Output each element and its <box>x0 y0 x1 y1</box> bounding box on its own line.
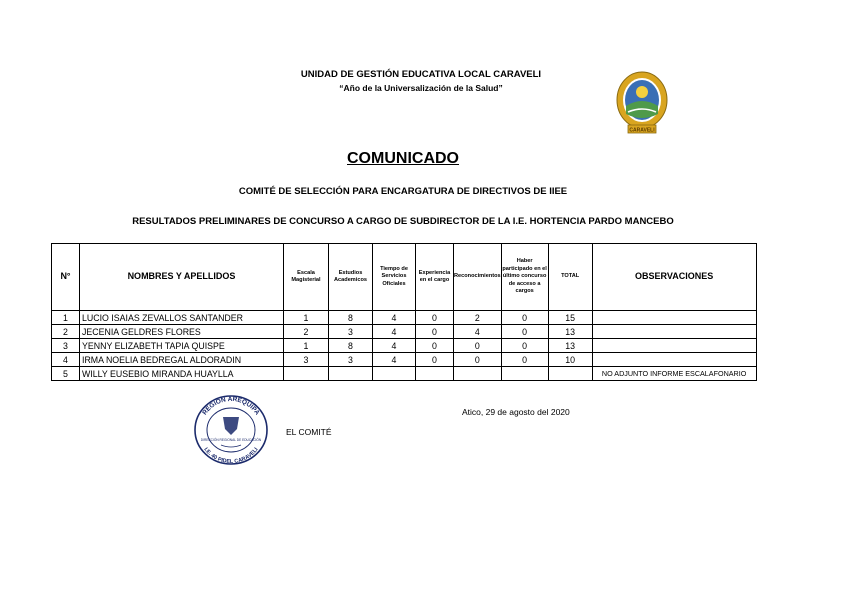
date-line: Atico, 29 de agosto del 2020 <box>462 407 570 417</box>
cell-observaciones <box>592 325 756 339</box>
cell-tiempo <box>373 367 416 381</box>
cell-estudios: 8 <box>329 339 373 353</box>
cell-observaciones <box>592 353 756 367</box>
col-header-num: N° <box>52 244 80 311</box>
cell-haber: 0 <box>501 353 548 367</box>
cell-num: 1 <box>52 311 80 325</box>
col-header-reconocimientos: Reconocimientos <box>454 244 502 311</box>
cell-haber: 0 <box>501 325 548 339</box>
cell-experiencia: 0 <box>416 353 454 367</box>
col-header-tiempo: Tiempo de Servicios Oficiales <box>373 244 416 311</box>
cell-estudios: 3 <box>329 353 373 367</box>
col-header-estudios: Estudios Academicos <box>329 244 373 311</box>
cell-haber: 0 <box>501 339 548 353</box>
ugel-emblem-icon <box>614 70 670 138</box>
cell-haber <box>501 367 548 381</box>
cell-haber: 0 <box>501 311 548 325</box>
year-motto: “Año de la Universalización de la Salud” <box>339 83 503 93</box>
cell-tiempo: 4 <box>373 353 416 367</box>
cell-experiencia: 0 <box>416 325 454 339</box>
cell-experiencia: 0 <box>416 339 454 353</box>
cell-num: 4 <box>52 353 80 367</box>
cell-experiencia: 0 <box>416 311 454 325</box>
cell-reconocimientos: 4 <box>454 325 502 339</box>
cell-reconocimientos <box>454 367 502 381</box>
seal-stamp-icon <box>191 393 271 467</box>
page-title: COMUNICADO <box>347 150 459 167</box>
cell-escala: 1 <box>284 311 329 325</box>
cell-escala: 1 <box>284 339 329 353</box>
cell-num: 2 <box>52 325 80 339</box>
cell-reconocimientos: 0 <box>454 339 502 353</box>
table-row <box>52 353 757 367</box>
cell-observaciones <box>592 311 756 325</box>
committee-subtitle: COMITÉ DE SELECCIÓN PARA ENCARGATURA DE DIRECTIVOS DE IIEE <box>238 186 568 197</box>
col-header-name: NOMBRES Y APELLIDOS <box>80 244 284 311</box>
results-title: RESULTADOS PRELIMINARES DE CONCURSO A CARGO DE SUBDIRECTOR DE LA I.E. HORTENCIA PARDO MANCEBO <box>132 216 674 227</box>
cell-tiempo: 4 <box>373 339 416 353</box>
cell-experiencia <box>416 367 454 381</box>
cell-estudios: 8 <box>329 311 373 325</box>
table-row <box>52 367 757 381</box>
cell-reconocimientos: 2 <box>454 311 502 325</box>
cell-total: 10 <box>548 353 592 367</box>
cell-total <box>548 367 592 381</box>
cell-observaciones: NO ADJUNTO INFORME ESCALAFONARIO <box>592 367 756 381</box>
col-header-experiencia: Experiencia en el cargo <box>416 244 454 311</box>
cell-tiempo: 4 <box>373 311 416 325</box>
cell-total: 15 <box>548 311 592 325</box>
cell-name: JECENIA GELDRES FLORES <box>80 325 284 339</box>
school-seal <box>191 393 271 467</box>
cell-total: 13 <box>548 325 592 339</box>
col-header-observaciones: OBSERVACIONES <box>592 244 756 311</box>
cell-total: 13 <box>548 339 592 353</box>
institution-name: UNIDAD DE GESTIÓN EDUCATIVA LOCAL CARAVELI <box>300 69 542 80</box>
cell-escala <box>284 367 329 381</box>
cell-estudios: 3 <box>329 325 373 339</box>
ugel-logo <box>614 70 670 138</box>
cell-name: WILLY EUSEBIO MIRANDA HUAYLLA <box>80 367 284 381</box>
cell-name: LUCIO ISAIAS ZEVALLOS SANTANDER <box>80 311 284 325</box>
col-header-total: TOTAL <box>548 244 592 311</box>
cell-tiempo: 4 <box>373 325 416 339</box>
cell-estudios <box>329 367 373 381</box>
cell-name: IRMA NOELIA BEDREGAL ALDORADIN <box>80 353 284 367</box>
svg-text:REGION AREQUIPA: REGION AREQUIPA <box>201 395 261 417</box>
col-header-escala: Escala Magisterial <box>284 244 329 311</box>
cell-observaciones <box>592 339 756 353</box>
cell-reconocimientos: 0 <box>454 353 502 367</box>
svg-text:DIRECCIÓN REGIONAL DE EDUCACIÓ: DIRECCIÓN REGIONAL DE EDUCACIÓN <box>200 438 262 442</box>
cell-num: 5 <box>52 367 80 381</box>
col-header-haber: Haber participado en el último concurso de acceso a cargos <box>501 244 548 311</box>
results-table <box>51 243 757 381</box>
table-row <box>52 311 757 325</box>
table-row <box>52 325 757 339</box>
cell-escala: 3 <box>284 353 329 367</box>
table-header-row <box>52 244 757 311</box>
svg-text:CARAVELI: CARAVELI <box>629 127 655 134</box>
cell-num: 3 <box>52 339 80 353</box>
svg-text:I.E. 40 PIDEL CARAVELI: I.E. 40 PIDEL CARAVELI <box>202 446 260 466</box>
cell-name: YENNY ELIZABETH TAPIA QUISPE <box>80 339 284 353</box>
table-row <box>52 339 757 353</box>
cell-escala: 2 <box>284 325 329 339</box>
signature-committee: EL COMITÉ <box>286 427 332 437</box>
